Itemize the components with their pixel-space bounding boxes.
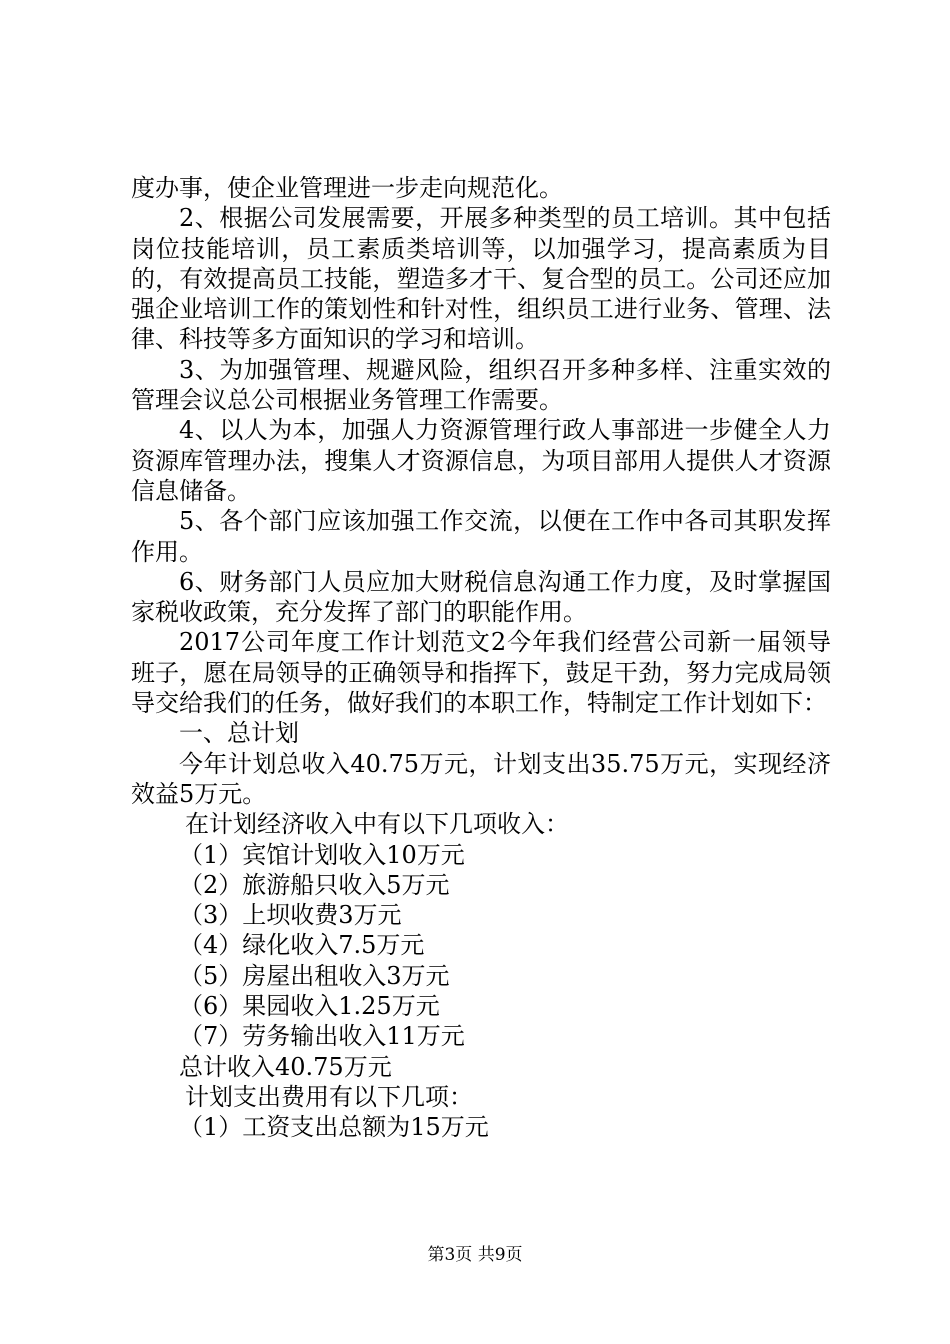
income-item: （4）绿化收入7.5万元	[179, 931, 425, 960]
income-item: （2）旅游船只收入5万元	[179, 870, 450, 899]
paragraph: 度办事，使企业管理进一步走向规范化。	[131, 174, 563, 202]
income-item: （5）房屋出租收入3万元	[179, 961, 450, 990]
paragraph: 5、各个部门应该加强工作交流，以便在工作中各司其职发挥作用。	[131, 507, 831, 566]
income-total: 总计收入40.75万元	[179, 1052, 392, 1081]
paragraph: 4、以人为本，加强人力资源管理行政人事部进一步健全人力资源库管理办法，搜集人才资源信息，为项目部用人提供人才资源信息储备。	[131, 416, 831, 505]
income-item: （7）劳务输出收入11万元	[179, 1022, 465, 1051]
paragraph: 2、根据公司发展需要，开展多种类型的员工培训。其中包括岗位技能培训，员工素质类培训等，以加强学习，提高素质为目的，有效提高员工技能，塑造多才干、复合型的员工。公司还应加强企业培训工作的策划性和针对性，组织员工进行业务、管理、法律、科技等多方面知识的学习和培训。	[131, 204, 831, 354]
income-item: （3）上坝收费3万元	[179, 901, 402, 930]
paragraph: 今年计划总收入40.75万元，计划支出35.75万元，实现经济效益5万元。	[131, 749, 831, 808]
expense-item: （1）工资支出总额为15万元	[179, 1113, 489, 1142]
section-heading: 一、总计划	[179, 719, 299, 748]
paragraph: 2017公司年度工作计划范文2今年我们经营公司新一届领导班子，愿在局领导的正确领导和指挥下，鼓足干劲，努力完成局领导交给我们的任务，做好我们的本职工作，特制定工作计划如下：	[131, 628, 831, 718]
document-body	[131, 173, 831, 1143]
paragraph: 3、为加强管理、规避风险，组织召开多种多样、注重实效的管理会议总公司根据业务管理工作需要。	[131, 355, 831, 415]
income-item: （6）果园收入1.25万元	[179, 992, 440, 1021]
page-number: 第3页 共9页	[427, 1245, 523, 1265]
income-intro: 在计划经济收入中有以下几项收入：	[185, 810, 569, 839]
expense-intro: 计划支出费用有以下几项：	[185, 1082, 473, 1111]
paragraph: 6、财务部门人员应加大财税信息沟通工作力度，及时掌握国家税收政策，充分发挥了部门的职能作用。	[131, 567, 831, 627]
income-item: （1）宾馆计划收入10万元	[179, 840, 465, 869]
